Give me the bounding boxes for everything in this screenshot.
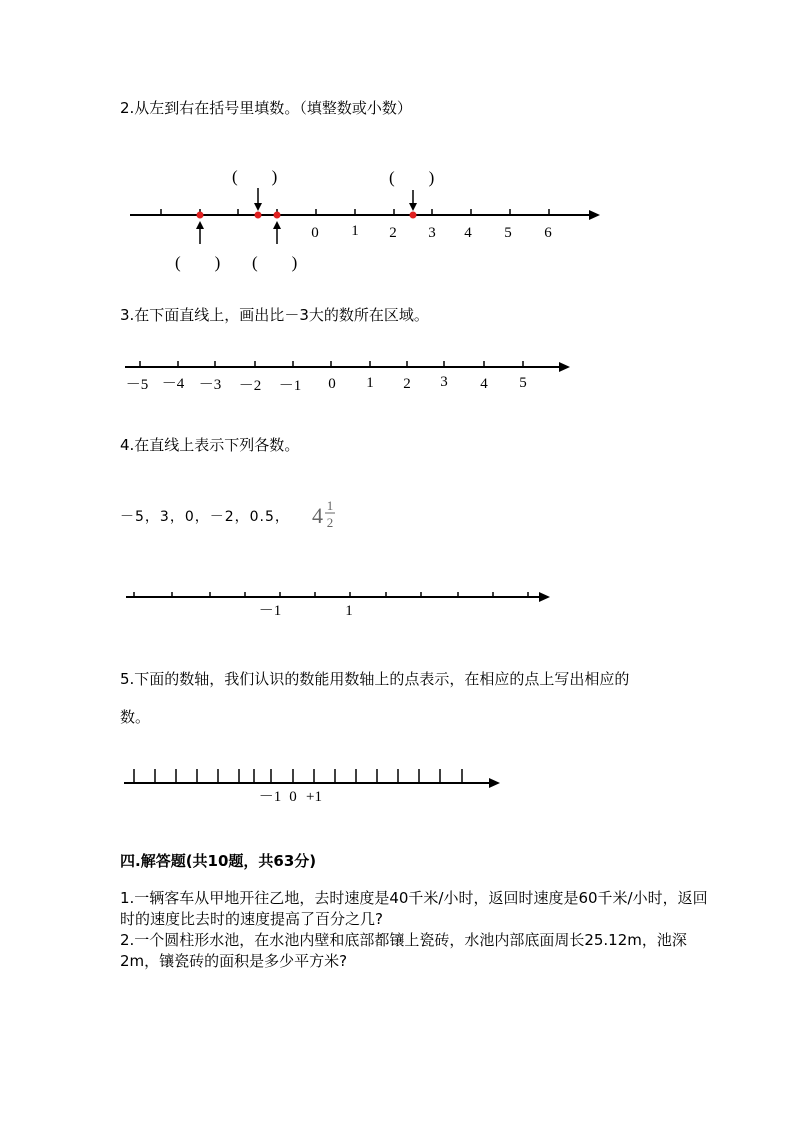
q2-label-6: 6 <box>544 225 552 241</box>
q2-blank-top-2[interactable]: ( ) <box>389 168 435 187</box>
q3-label-1: 1 <box>366 375 374 391</box>
problem-1: 1.一辆客车从甲地开往乙地，去时速度是40千米/小时，返回时速度是60千米/小时，返回时的速度比去时的速度提高了百分之几? <box>120 889 708 928</box>
q2-label-1: 1 <box>351 223 359 239</box>
q4-mixed-number <box>312 498 335 530</box>
q2-label-4: 4 <box>464 225 472 241</box>
q4-number-line[interactable] <box>126 592 550 619</box>
q2-arrow-down-2 <box>409 190 417 211</box>
q5-axis-arrow <box>489 778 500 788</box>
q4-label-neg1: －1 <box>258 603 282 619</box>
q3-label-neg2: －2 <box>238 378 262 394</box>
q3-label-0: 0 <box>328 376 336 392</box>
q2-label-5: 5 <box>504 225 512 241</box>
q2-title: 2.从左到右在括号里填数。（填整数或小数） <box>120 99 412 117</box>
q4-number-list: －5，3，0，－2，0.5， <box>120 509 290 525</box>
q3-label-neg5: －5 <box>125 377 149 393</box>
q3-number-line[interactable] <box>125 361 570 394</box>
q3-label-5: 5 <box>519 375 527 391</box>
q4-title: 4.在直线上表示下列各数。 <box>120 436 300 454</box>
q2-label-2: 2 <box>389 225 397 241</box>
q2-arrow-down-1 <box>254 188 262 211</box>
q4-mixed-numerator: 1 <box>326 498 334 513</box>
q4-axis-arrow <box>539 592 550 602</box>
q2-blank-top-1[interactable]: ( ) <box>232 167 278 186</box>
q5-title-line2: 数。 <box>120 708 151 726</box>
q5-number-line[interactable] <box>124 769 500 805</box>
q5-label-pos1: +1 <box>306 789 322 805</box>
q2-arrow-up-2 <box>273 221 281 244</box>
section-heading: 四.解答题(共10题，共63分) <box>120 852 317 870</box>
q2-label-3: 3 <box>428 225 436 241</box>
q5-title: 5.下面的数轴，我们认识的数能用数轴上的点表示，在相应的点上写出相应的 <box>120 670 630 688</box>
q5-ticks <box>134 769 462 783</box>
q3-label-3: 3 <box>440 374 448 390</box>
q2-blank-bottom-2[interactable]: ( ) <box>252 253 298 272</box>
problem-2: 2.一个圆柱形水池，在水池内壁和底部都镶上瓷砖，水池内部底面周长25.12m，池深2m，镶瓷砖的面积是多少平方米? <box>120 931 687 970</box>
q2-point-d <box>410 212 417 219</box>
q2-blank-bottom-1[interactable]: ( ) <box>175 253 221 272</box>
q4-mixed-whole: 4 <box>312 503 323 528</box>
q2-label-0: 0 <box>311 225 319 241</box>
q2-axis-arrow <box>589 210 600 220</box>
q3-axis-arrow <box>559 362 570 372</box>
q5-label-0: 0 <box>289 789 297 805</box>
q2-point-b <box>255 212 262 219</box>
q4-mixed-denominator: 2 <box>326 515 334 530</box>
q2-arrow-up-1 <box>196 221 204 244</box>
q2-point-a <box>197 212 204 219</box>
q3-label-neg1: －1 <box>278 378 302 394</box>
q3-label-neg4: －4 <box>161 376 185 392</box>
q3-label-4: 4 <box>480 376 488 392</box>
q3-title: 3.在下面直线上，画出比－3大的数所在区域。 <box>120 306 429 324</box>
q2-point-c <box>274 212 281 219</box>
q3-label-2: 2 <box>403 376 411 392</box>
q4-label-1: 1 <box>345 603 353 619</box>
q5-label-neg1: －1 <box>258 789 282 805</box>
q2-number-line <box>130 167 600 272</box>
q3-label-neg3: －3 <box>198 377 222 393</box>
